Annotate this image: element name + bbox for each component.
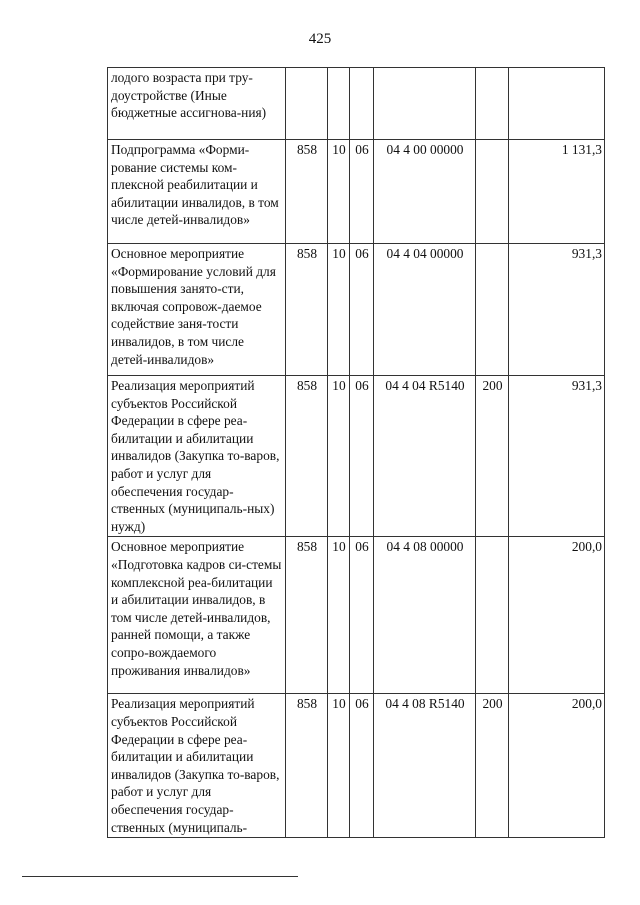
row-expense-type <box>476 537 509 694</box>
row-amount: 931,3 <box>509 376 605 537</box>
row-target-item: 04 4 04 00000 <box>374 244 476 376</box>
row-grbs: 858 <box>286 244 328 376</box>
footnote-separator <box>22 876 298 877</box>
row-name: Основное мероприятие «Подготовка кадров си-стемы комплексной реа-билитации и абилитации инвалидов, в том числе детей-инвалидов, ранней помощи, а также сопро-вождаемого проживания инвалидов» <box>108 537 286 694</box>
row-subsection: 06 <box>350 537 374 694</box>
row-section: 10 <box>328 694 350 838</box>
table-row <box>108 244 605 376</box>
row-amount: 200,0 <box>509 537 605 694</box>
table-row <box>108 68 605 140</box>
row-target-item: 04 4 08 R5140 <box>374 694 476 838</box>
row-subsection <box>350 68 374 140</box>
row-expense-type <box>476 244 509 376</box>
row-expense-type: 200 <box>476 694 509 838</box>
row-amount <box>509 68 605 140</box>
row-name: Основное мероприятие «Формирование условий для повышения занято-сти, включая сопровож-даемое содействие заня-тости инвалидов, в том числе детей-инвалидов» <box>108 244 286 376</box>
row-amount: 1 131,3 <box>509 140 605 244</box>
row-subsection: 06 <box>350 376 374 537</box>
row-grbs: 858 <box>286 537 328 694</box>
row-target-item: 04 4 00 00000 <box>374 140 476 244</box>
table-row <box>108 694 605 838</box>
row-section: 10 <box>328 244 350 376</box>
table-row <box>108 376 605 537</box>
row-expense-type: 200 <box>476 376 509 537</box>
row-subsection: 06 <box>350 140 374 244</box>
row-name: лодого возраста при тру-доустройстве (Иные бюджетные ассигнова-ния) <box>108 68 286 140</box>
page-number: 425 <box>308 31 332 47</box>
row-grbs: 858 <box>286 376 328 537</box>
row-section: 10 <box>328 537 350 694</box>
row-target-item <box>374 68 476 140</box>
row-grbs: 858 <box>286 694 328 838</box>
row-expense-type <box>476 68 509 140</box>
row-target-item: 04 4 04 R5140 <box>374 376 476 537</box>
row-section <box>328 68 350 140</box>
row-subsection: 06 <box>350 694 374 838</box>
row-section: 10 <box>328 140 350 244</box>
row-grbs <box>286 68 328 140</box>
row-amount: 200,0 <box>509 694 605 838</box>
budget-table <box>107 67 605 838</box>
row-grbs: 858 <box>286 140 328 244</box>
row-name: Подпрограмма «Форми-рование системы ком-плексной реабилитации и абилитации инвалидов, в том числе детей-инвалидов» <box>108 140 286 244</box>
row-target-item: 04 4 08 00000 <box>374 537 476 694</box>
row-amount: 931,3 <box>509 244 605 376</box>
table-row <box>108 537 605 694</box>
table-row <box>108 140 605 244</box>
row-subsection: 06 <box>350 244 374 376</box>
row-section: 10 <box>328 376 350 537</box>
row-name: Реализация мероприятий субъектов Российской Федерации в сфере реа-билитации и абилитации инвалидов (Закупка то-варов, работ и услуг для обеспечения государ-ственных (муниципаль-ных) нужд) <box>108 376 286 537</box>
row-name: Реализация мероприятий субъектов Российской Федерации в сфере реа-билитации и абилитации инвалидов (Закупка то-варов, работ и услуг для обеспечения государ-ственных (муниципаль- <box>108 694 286 838</box>
row-expense-type <box>476 140 509 244</box>
